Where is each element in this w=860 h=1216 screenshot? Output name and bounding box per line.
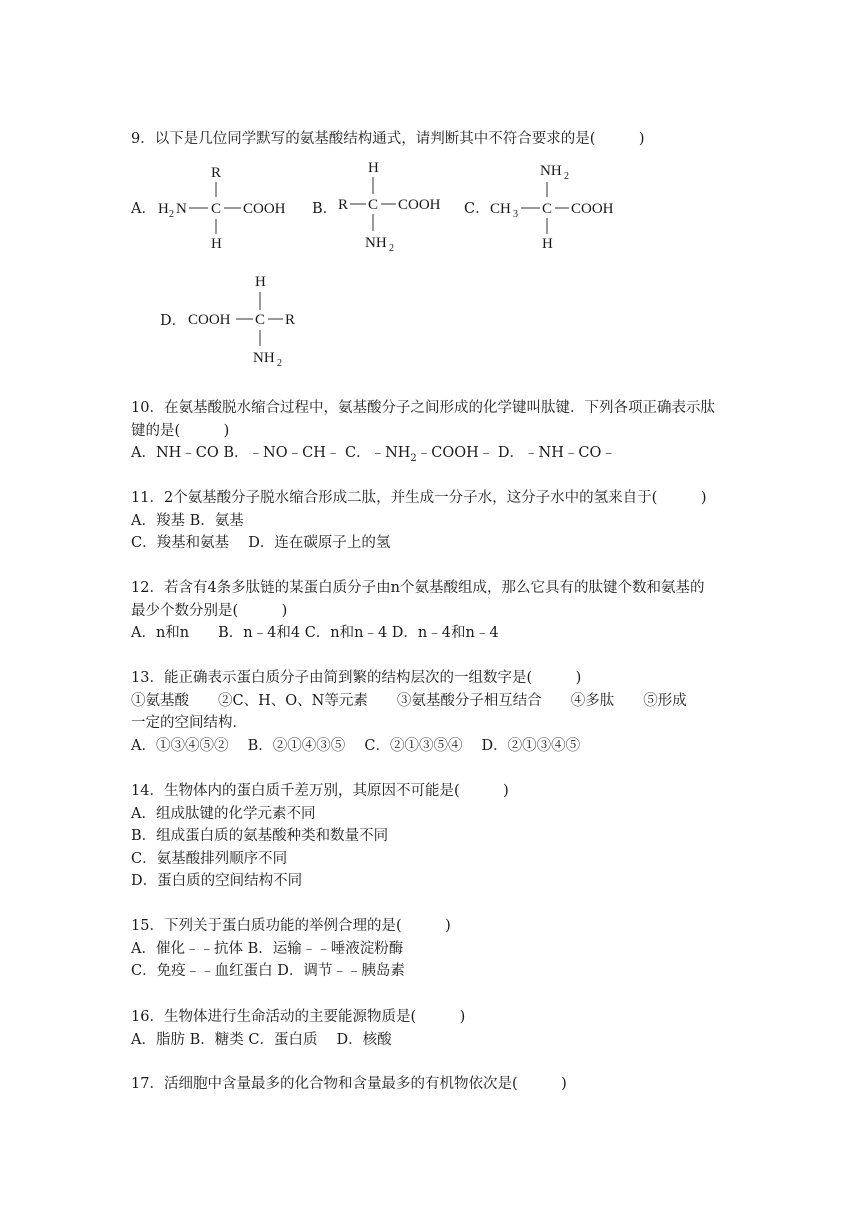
struct-9b-center: C [368,197,379,213]
option-10-d: D．﹣NH﹣CO﹣ [493,445,616,461]
struct-9a-left-tail: N [176,201,187,217]
question-14-option-c: C．氨基酸排列顺序不同 [131,850,288,867]
option-9b-label: B． [312,201,338,217]
question-12-options: A．n和n B．n﹣4和4 C．n和n﹣4 D．n﹣4和n﹣4 [131,625,499,641]
question-11-options-line2: C．羧基和氨基 D．连在碳原子上的氢 [131,535,391,551]
question-13-options: A．①③④⑤② B．②①④③⑤ C．②①③⑤④ D．②①③④⑤ [131,737,581,754]
question-17 [131,1073,731,1096]
struct-9c-bottom: H [542,236,553,252]
struct-9d-right: R [285,312,296,328]
question-13-items-line1: ①氨基酸 ②C、H、O、N等元素 ③氨基酸分子相互结合 ④多肽 ⑤形成 [131,692,687,709]
struct-9c-top: NH [540,163,562,179]
structure-9b [336,156,456,256]
struct-9c-left: CH [490,201,511,217]
struct-9d-top: H [255,274,266,290]
struct-9c-center: C [542,201,553,217]
struct-9a-left-sub: 2 [169,209,174,220]
struct-9a-top: R [211,165,222,181]
question-14-stem: 14．生物体内的蛋白质千差万别，其原因不可能是( ) [131,783,509,799]
question-14-option-b: B．组成蛋白质的氨基酸种类和数量不同 [131,828,389,844]
struct-9b-right: COOH [398,197,441,213]
question-14-option-a: A．组成肽键的化学元素不同 [131,805,316,822]
struct-9d-left: COOH [188,312,231,328]
question-13-items-line2: 一定的空间结构． [131,715,247,731]
struct-9d-bottom: NH [253,350,275,366]
question-13 [131,667,731,757]
question-10 [131,397,731,470]
struct-9c-right: COOH [571,201,614,217]
question-14 [131,780,731,893]
structure-9d [186,270,306,370]
question-11 [131,487,731,555]
question-12 [131,577,731,645]
option-10-ab: A．NH﹣CO B．﹣NO﹣CH﹣ [131,445,341,461]
question-15-options-line1: A．催化﹣﹣抗体 B．运输﹣﹣唾液淀粉酶 [131,940,404,957]
question-10-options [131,442,731,470]
struct-9c-top-sub: 2 [564,171,569,182]
option-10-c: C．$﹣NH_2﹣COOH﹣$ [340,445,494,464]
question-15-options-line2: C．免疫﹣﹣血红蛋白 D．调节﹣﹣胰岛素 [131,963,405,979]
struct-9a-right: COOH [243,201,286,217]
struct-9b-top: H [368,160,379,176]
structure-9c [488,158,628,256]
question-17-stem: 17．活细胞中含量最多的化合物和含量最多的有机物依次是( ) [131,1076,567,1092]
option-9d-label: D． [160,313,187,329]
option-9c-label: C． [464,201,490,217]
struct-9c-left-sub: 3 [513,209,518,220]
struct-9d-center: C [255,312,266,328]
struct-9b-left: R [338,197,349,213]
question-12-stem-line1: 12．若含有4条多肽链的某蛋白质分子由n个氨基酸组成，那么它具有的肽键个数和氨基的 [131,580,705,596]
question-11-stem: 11．2个氨基酸分子脱水缩合形成二肽，并生成一分子水，这分子水中的氢来自于( ) [131,490,707,506]
question-16-options: A．脂肪 B．糖类 C．蛋白质 D．核酸 [131,1031,392,1048]
question-9 [131,128,731,151]
question-10-stem-line2: 键的是( ) [131,422,230,439]
question-15-stem: 15．下列关于蛋白质功能的举例合理的是( ) [131,918,451,934]
structure-9a [155,160,295,255]
question-16 [131,1006,731,1051]
question-11-options-line1: A．羧基 B．氨基 [131,512,244,529]
question-14-option-d: D．蛋白质的空间结构不同 [131,873,303,889]
question-9-stem: 9．以下是几位同学默写的氨基酸结构通式，请判断其中不符合要求的是( ) [131,131,645,147]
question-10-stem-line1: 10．在氨基酸脱水缩合过程中，氨基酸分子之间形成的化学键叫肽键．下列各项正确表示肽 [131,400,715,416]
struct-9a-center: C [211,201,222,217]
option-9a-label: A． [131,201,156,217]
struct-9a-bottom: H [211,236,222,252]
question-16-stem: 16．生物体进行生命活动的主要能源物质是( ) [131,1009,466,1025]
struct-9a-left: H [158,201,169,217]
struct-9b-bottom: NH [365,235,387,251]
struct-9b-bottom-sub: 2 [389,243,394,254]
struct-9d-bottom-sub: 2 [277,358,282,369]
question-13-stem: 13．能正确表示蛋白质分子由简到繁的结构层次的一组数字是( ) [131,670,582,686]
question-12-stem-line2: 最少个数分别是( ) [131,602,288,619]
question-15 [131,915,731,983]
